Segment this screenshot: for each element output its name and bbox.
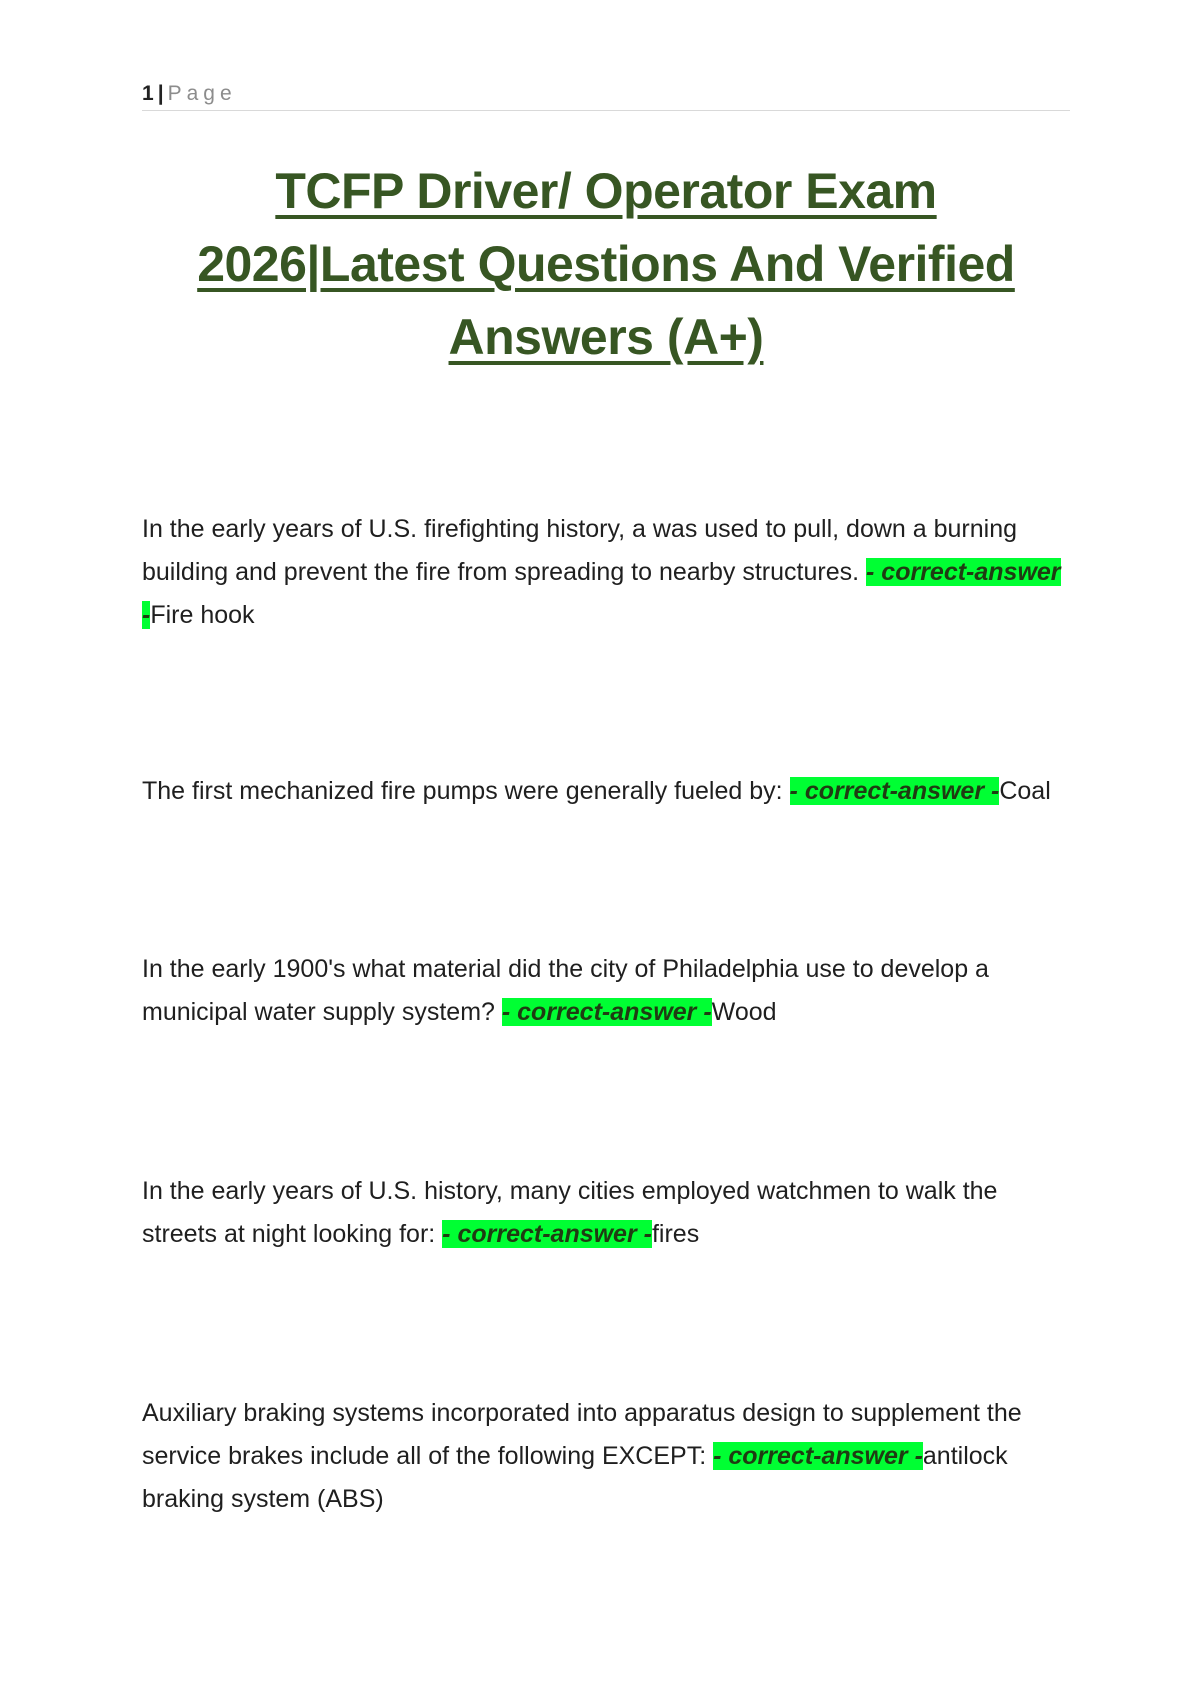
qa-item [142,948,1072,1034]
qa-item [142,1392,1072,1521]
answer-text: fires [651,1220,700,1248]
document-title: TCFP Driver/ Operator Exam 2026|Latest Questions And Verified Answers (A+) [197,163,1015,365]
question-text: In the early 1900's what material did the city of Philadelphia use to develop a municipal water supply system? [142,955,989,1026]
question-text: The first mechanized fire pumps were generally fueled by: [142,777,790,805]
answer-text: Wood [711,998,777,1026]
question-text: In the early years of U.S. history, many cities employed watchmen to walk the streets at night looking for: [142,1177,998,1248]
correct-answer-marker: - correct-answer - [142,558,1061,629]
page-label: Page [167,82,237,105]
qa-item [142,508,1072,637]
correct-answer-marker: - correct-answer - [442,1220,652,1248]
correct-answer-marker: - correct-answer - [789,777,1000,805]
page-header [142,80,1070,111]
answer-text: Fire hook [150,601,255,629]
page-separator: | [157,82,164,105]
answer-text: Coal [999,777,1051,805]
question-text: In the early years of U.S. firefighting history, a was used to pull, down a burning building and prevent the fire from spreading to nearby structures. [142,515,1017,586]
qa-item [142,770,1072,813]
correct-answer-marker: - correct-answer - [713,1442,923,1470]
question-text: Auxiliary braking systems incorporated into apparatus design to supplement the service brakes include all of the following EXCEPT: [142,1399,1022,1470]
qa-item [142,1170,1072,1256]
answer-text: antilock braking system (ABS) [142,1442,1008,1513]
page-number: 1 [142,82,154,105]
correct-answer-marker: - correct-answer - [501,998,712,1026]
